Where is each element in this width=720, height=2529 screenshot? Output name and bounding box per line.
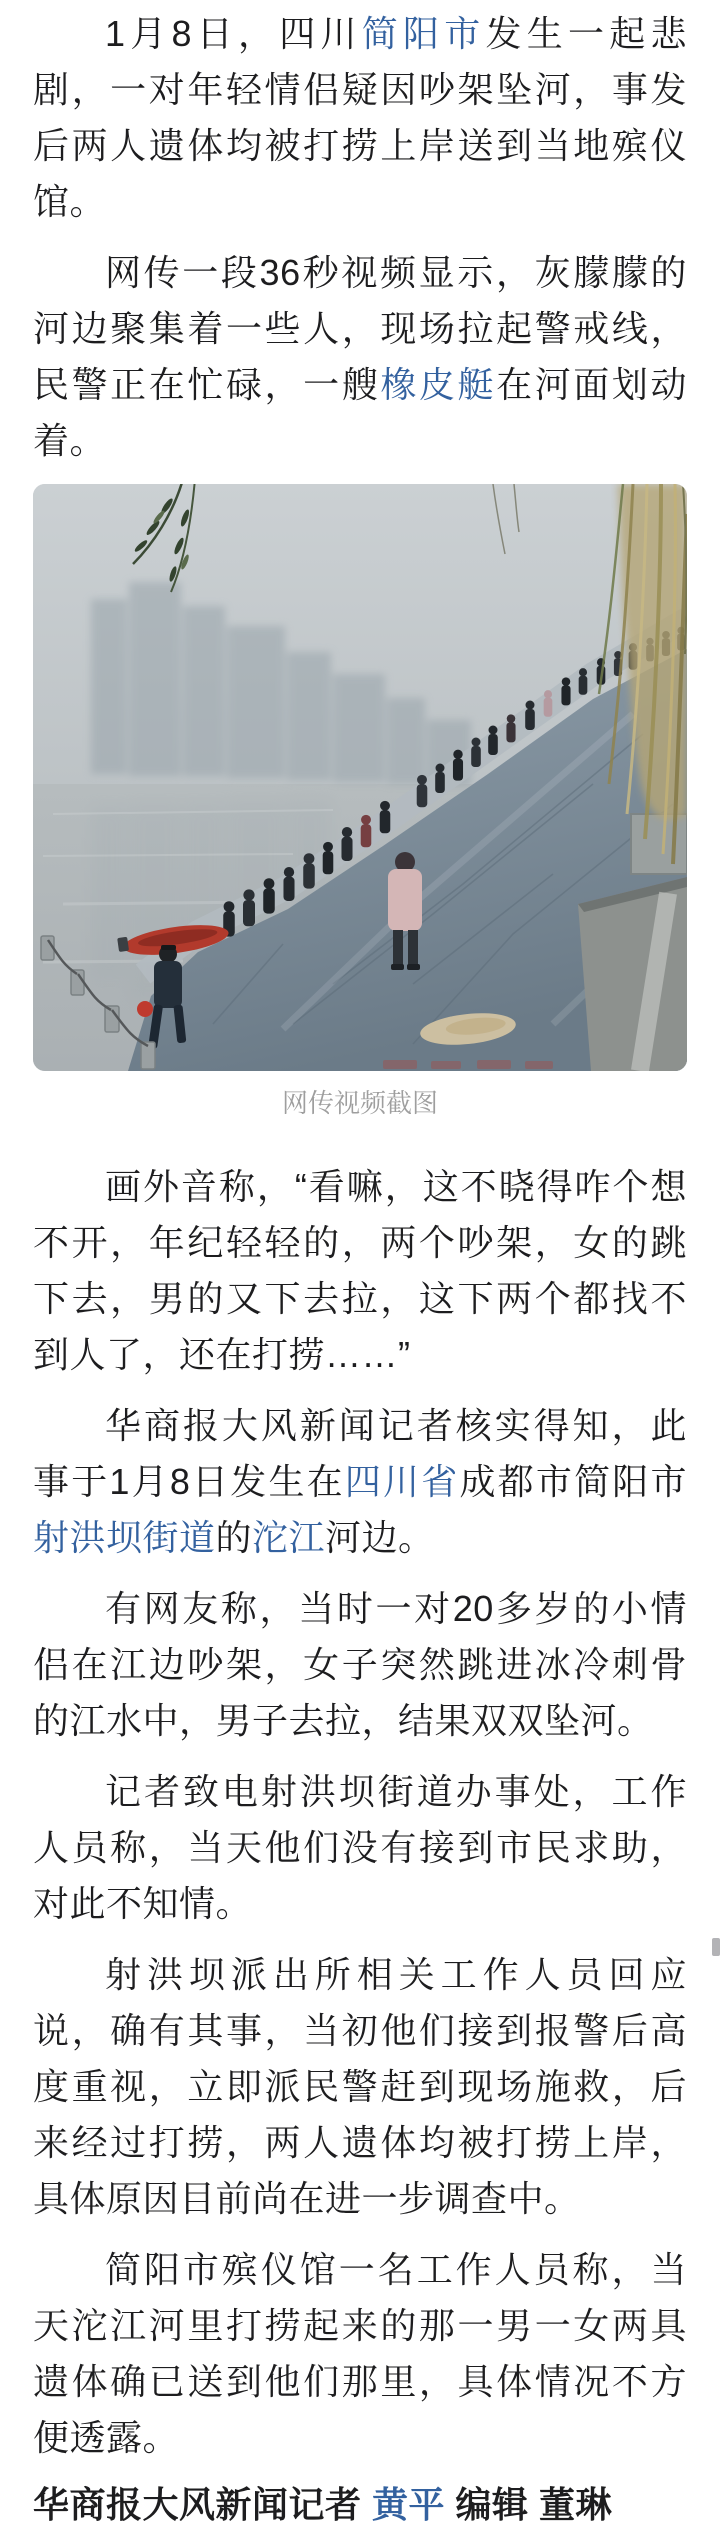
text-run: 画外音称，“看嘛，这不晓得咋个想不开，年纪轻轻的，两个吵架，女的跳下去，男的又下去拉，这下两个都找不到人了，还在打捞……”: [33, 1166, 687, 1375]
article-figure: [33, 484, 687, 1121]
paragraph-6: [33, 1764, 687, 1932]
text-run: 成都市简阳市: [459, 1461, 687, 1502]
link-rubber-boat[interactable]: 橡皮艇: [380, 364, 497, 405]
paragraph-2: [33, 245, 687, 469]
text-run: 有网友称，当时一对20多岁的小情侣在江边吵架，女子突然跳进冰冷刺骨的江水中，男子去拉，结果双双坠河。: [33, 1588, 687, 1741]
text-run: 射洪坝派出所相关工作人员回应说，确有其事，当初他们接到报警后高度重视，立即派民警赶到现场施救，后来经过打捞，两人遗体均被打捞上岸，具体原因目前尚在进一步调查中。: [33, 1954, 687, 2219]
text-run: 网传一段36秒视频显示，灰朦朦的河边聚集着一些人，现场拉起警戒线，民警正在忙碌，一艘: [33, 252, 687, 405]
photo-caption: 网传视频截图: [281, 1088, 438, 1118]
link-reporter-huangping[interactable]: 黄平: [372, 2484, 446, 2525]
link-tuojiang-river[interactable]: 沱江: [252, 1517, 326, 1558]
paragraph-7: [33, 1947, 687, 2227]
byline-editor: 编辑 董琳: [445, 2484, 613, 2525]
text-run: 记者致电射洪坝街道办事处，工作人员称，当天他们没有接到市民求助，对此不知情。: [33, 1771, 687, 1924]
link-shehongba-street[interactable]: 射洪坝街道: [33, 1517, 216, 1558]
text-run: 发生一起悲剧，一对年轻情侣疑因吵架坠河，事发后两人遗体均被打捞上岸送到当地殡仪馆。: [33, 13, 687, 222]
news-photo[interactable]: [33, 484, 687, 1071]
link-jianyang[interactable]: 简阳市: [361, 13, 486, 54]
paragraph-4: [33, 1398, 687, 1566]
text-run: 华商报大风新闻记者核实得知，此事于1月8日发生在: [33, 1405, 687, 1502]
paragraph-8: [33, 2242, 687, 2466]
link-sichuan-province[interactable]: 四川省: [344, 1461, 460, 1502]
byline: [33, 2481, 687, 2529]
text-run: 在河面划动着。: [33, 364, 687, 461]
paragraph-3: [33, 1159, 687, 1383]
text-run: 1月8日，四川: [105, 13, 362, 54]
text-run: 河边。: [325, 1517, 435, 1558]
paragraph-1: [33, 6, 687, 230]
paragraph-5: [33, 1581, 687, 1749]
text-run: 的: [215, 1517, 253, 1558]
byline-prefix: 华商报大风新闻记者: [33, 2484, 373, 2525]
scrollbar-thumb[interactable]: [712, 1938, 720, 1956]
text-run: 简阳市殡仪馆一名工作人员称，当天沱江河里打捞起来的那一男一女两具遗体确已送到他们那里，具体情况不方便透露。: [33, 2249, 687, 2458]
